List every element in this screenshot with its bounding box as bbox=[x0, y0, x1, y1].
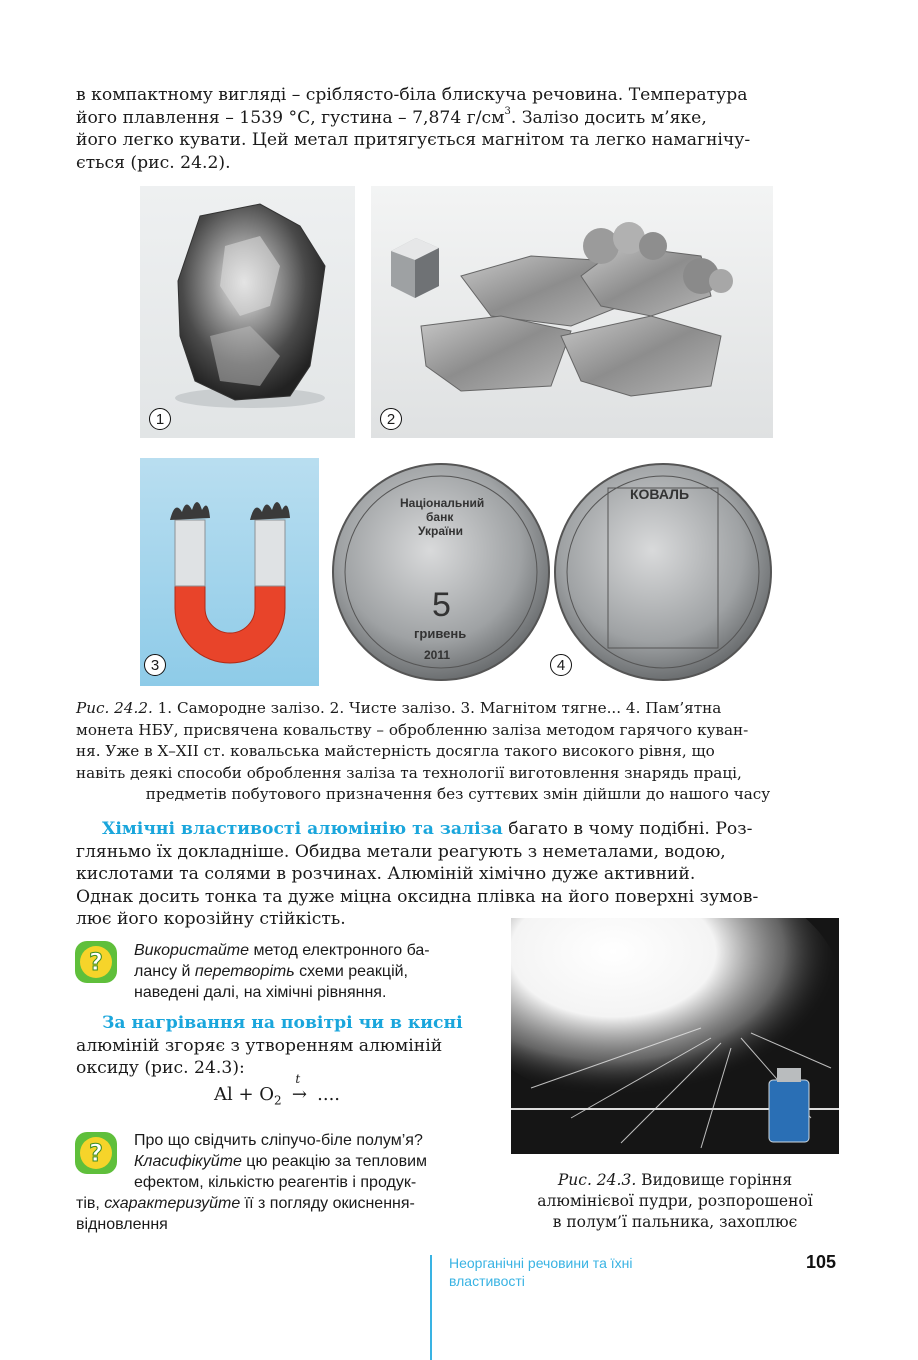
equation-right: .... bbox=[311, 1084, 341, 1105]
figure-magnet bbox=[140, 458, 319, 686]
figure-native-iron bbox=[140, 186, 355, 438]
q1-text-2a: лансу й bbox=[134, 963, 195, 980]
q1-line-2 bbox=[134, 961, 494, 982]
heating-line-2: алюміній згоряє з утворенням алюміній bbox=[76, 1035, 443, 1056]
chem-line-2: гляньмо їх докладніше. Обидва метали реагують з неметалами, водою, bbox=[76, 841, 726, 862]
svg-text:?: ? bbox=[89, 1139, 103, 1167]
q2-line-1: Про що свідчить сліпучо-біле полум’я? bbox=[134, 1132, 423, 1149]
q2-line-2 bbox=[76, 1151, 496, 1172]
footer-divider bbox=[430, 1255, 432, 1360]
intro-paragraph bbox=[76, 84, 840, 174]
coin-year: 2011 bbox=[424, 648, 451, 662]
caption-242-line-4: навіть деякі способи оброблення заліза та технології виготовлення знарядь праці, bbox=[76, 763, 742, 782]
question-2-text bbox=[76, 1130, 496, 1235]
page-number: 105 bbox=[806, 1252, 837, 1272]
caption-243-label: Рис. 24.3. bbox=[557, 1171, 637, 1189]
q2-text-4b: її з погляду окиснення- bbox=[240, 1195, 415, 1212]
intro-line-2b: . Залізо досить м’яке, bbox=[510, 107, 707, 128]
marker-1: 1 bbox=[149, 408, 171, 430]
pure-iron-image bbox=[371, 186, 773, 438]
figure-pure-iron bbox=[371, 186, 773, 438]
q1-italic-2: перетворіть bbox=[194, 963, 295, 980]
q1-line-1 bbox=[134, 940, 494, 961]
figure-aluminium-burning bbox=[511, 918, 839, 1154]
coin-text-2: банк bbox=[426, 510, 454, 524]
equation-condition: t bbox=[295, 1072, 301, 1086]
caption-242-line-5: предметів побутового призначення без суттєвих змін дійшли до нашого часу bbox=[145, 785, 771, 803]
caption-243-line-2: алюмінієвої пудри, розпорошеної bbox=[537, 1192, 813, 1210]
equation-left: Al + O bbox=[214, 1084, 275, 1105]
q2-italic-2: схарактеризуйте bbox=[104, 1195, 241, 1212]
heating-line-1 bbox=[76, 1012, 490, 1035]
coins-image bbox=[330, 458, 773, 686]
caption-243-line-1-text: Видовище горіння bbox=[636, 1171, 793, 1189]
footer-section-title bbox=[449, 1254, 632, 1290]
chem-line-4: Однак досить тонка та дуже міцна оксидна плівка на його поверхні зумов- bbox=[76, 886, 759, 907]
coin-reverse-text: КОВАЛЬ bbox=[630, 486, 690, 502]
equation-arrow-wrap bbox=[287, 1072, 311, 1105]
heating-line-3: оксиду (рис. 24.3): bbox=[76, 1058, 245, 1078]
q2-line-5: відновлення bbox=[76, 1216, 168, 1233]
q2-text-4a: тів, bbox=[76, 1195, 105, 1212]
heating-heading: За нагрівання на повітрі чи в кисні bbox=[102, 1013, 463, 1033]
arrow-icon: → bbox=[291, 1084, 307, 1105]
burning-image bbox=[511, 918, 839, 1154]
q1-text-1: метод електронного ба- bbox=[249, 942, 430, 959]
intro-line-2a: його плавлення – 1539 °С, густина – 7,874 г/см bbox=[76, 107, 505, 128]
intro-line-2 bbox=[76, 107, 840, 130]
caption-243-line-3: в полум’ї пальника, захоплює bbox=[552, 1213, 798, 1231]
intro-line-4: ється (рис. 24.2). bbox=[76, 152, 231, 173]
equation bbox=[214, 1072, 341, 1108]
q2-italic-1: Класифікуйте bbox=[134, 1153, 242, 1170]
coin-value: 5 bbox=[432, 586, 451, 624]
caption-242-line-2: монета НБУ, присвячена ковальству – обробленню заліза методом гарячого куван- bbox=[76, 720, 749, 739]
chem-line-3: кислотами та солями в розчинах. Алюміній хімічно дуже активний. bbox=[76, 864, 696, 884]
caption-242-line-1 bbox=[76, 698, 840, 720]
magnet-image bbox=[140, 458, 319, 686]
q2-line-4 bbox=[76, 1193, 496, 1214]
chem-heading: Хімічні властивості алюмінію та заліза bbox=[102, 819, 503, 839]
equation-subscript: 2 bbox=[274, 1093, 282, 1108]
figure-coins bbox=[330, 458, 773, 686]
coin-currency: гривень bbox=[414, 626, 467, 641]
caption-242-label: Рис. 24.2. bbox=[76, 699, 153, 717]
q1-text-2b: схеми реакцій, bbox=[294, 963, 408, 980]
caption-242-line-3: ня. Уже в Х–ХІІ ст. ковальська майстерність досягла такого високого рівня, що bbox=[76, 742, 715, 760]
question-icon bbox=[74, 940, 118, 984]
native-iron-image bbox=[140, 186, 355, 438]
coin-text-1: Національний bbox=[400, 496, 485, 510]
chem-line-1 bbox=[76, 818, 840, 841]
chem-paragraph bbox=[76, 818, 840, 931]
q2-line-3: ефектом, кількістю реагентів і продук- bbox=[134, 1174, 417, 1191]
footer-section-line-1: Неорганічні речовини та їхні bbox=[449, 1255, 633, 1271]
q2-text-2: цю реакцію за тепловим bbox=[241, 1153, 428, 1170]
svg-text:?: ? bbox=[89, 948, 103, 976]
q1-line-3: наведені далі, на хімічні рівняння. bbox=[134, 984, 387, 1001]
marker-2: 2 bbox=[380, 408, 402, 430]
question-1-text bbox=[134, 940, 494, 1003]
caption-243-line-1 bbox=[511, 1170, 839, 1191]
marker-4: 4 bbox=[550, 654, 572, 676]
marker-3: 3 bbox=[144, 654, 166, 676]
chem-line-5: лює його корозійну стійкість. bbox=[76, 909, 346, 929]
coin-text-3: України bbox=[418, 524, 464, 538]
caption-242-line-1-text: 1. Самородне залізо. 2. Чисте залізо. 3. Магнітом тягне... 4. Пам’ятна bbox=[152, 699, 722, 717]
q1-italic-1: Використайте bbox=[134, 942, 249, 959]
caption-fig-24-3 bbox=[511, 1170, 839, 1233]
intro-line-3: його легко кувати. Цей метал притягується магнітом та легко намагнічу- bbox=[76, 130, 751, 150]
intro-line-1: в компактному вигляді – сріблясто-біла блискуча речовина. Температура bbox=[76, 85, 748, 105]
footer-section-line-2: властивості bbox=[449, 1273, 525, 1289]
caption-fig-24-2 bbox=[76, 698, 840, 806]
chem-line-1-text: багато в чому подібні. Роз- bbox=[502, 819, 753, 839]
cube-superscript: 3 bbox=[504, 105, 511, 117]
heating-paragraph bbox=[76, 1012, 490, 1080]
